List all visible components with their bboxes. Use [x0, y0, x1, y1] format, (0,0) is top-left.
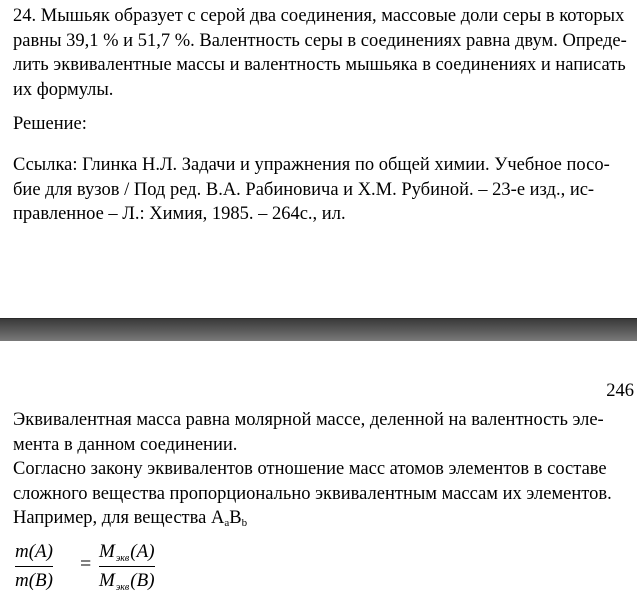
problem-line: их формулы. [13, 79, 114, 100]
equiv-arg-a: (A) [130, 541, 155, 562]
explanation-line: Согласно закону эквивалентов отношение масс атомов элементов в составе [13, 459, 607, 479]
subscript-a: a [224, 517, 230, 529]
equiv-mass-ratio-fraction [99, 540, 155, 593]
problem-line: лить эквивалентные массы и валентность мышьяка в соединениях и написать [13, 55, 626, 75]
equivalents-formula [15, 540, 175, 596]
explanation-line-example [13, 506, 625, 531]
solution-label: Решение: [13, 114, 87, 134]
equiv-mass-symbol: M [99, 541, 115, 562]
explanation-text [13, 408, 625, 531]
fraction-bar [99, 566, 155, 567]
mass-a: m(A) [15, 541, 53, 562]
equiv-mass-a [99, 540, 155, 564]
reference-line: правленное – Л.: Химия, 1985. – 264с., ил. [13, 204, 346, 224]
problem-text [13, 4, 625, 102]
equiv-subscript: экв [115, 582, 130, 594]
problem-line: равны 39,1 % и 51,7 %. Валентность серы в соединениях равна двум. Опреде- [13, 30, 627, 51]
element-b: B [229, 508, 242, 528]
fraction-bar [15, 566, 53, 567]
reference-line: бие для вузов / Под ред. В.А. Рабиновича и Х.М. Рубиной. – 23-е изд., ис- [13, 179, 595, 200]
explanation-line: Эквивалентная масса равна молярной массе, деленной на валентность эле- [13, 410, 604, 430]
mass-ratio-fraction [15, 540, 53, 593]
equals-sign: = [80, 553, 92, 575]
equiv-mass-symbol: M [99, 570, 115, 592]
problem-line: 24. Мышьяк образует с серой два соединения, массовые доли серы в которых [13, 6, 625, 26]
explanation-line: сложного вещества пропорционально эквивалентным массам их элементов. [13, 483, 612, 504]
page-number: 246 [606, 381, 634, 401]
subscript-b: b [241, 517, 248, 529]
example-text: Например, для вещества A [13, 508, 225, 528]
equiv-subscript: экв [115, 553, 130, 564]
equiv-arg-b: (B) [130, 570, 155, 592]
reference-line: Ссылка: Глинка Н.Л. Задачи и упражнения по общей химии. Учебное посо- [13, 155, 610, 175]
reference-text [13, 153, 625, 227]
page-break-divider [0, 319, 637, 341]
explanation-line: мента в данном соединении. [13, 434, 238, 455]
mass-b: m(B) [15, 570, 53, 592]
equiv-mass-b [99, 569, 155, 593]
